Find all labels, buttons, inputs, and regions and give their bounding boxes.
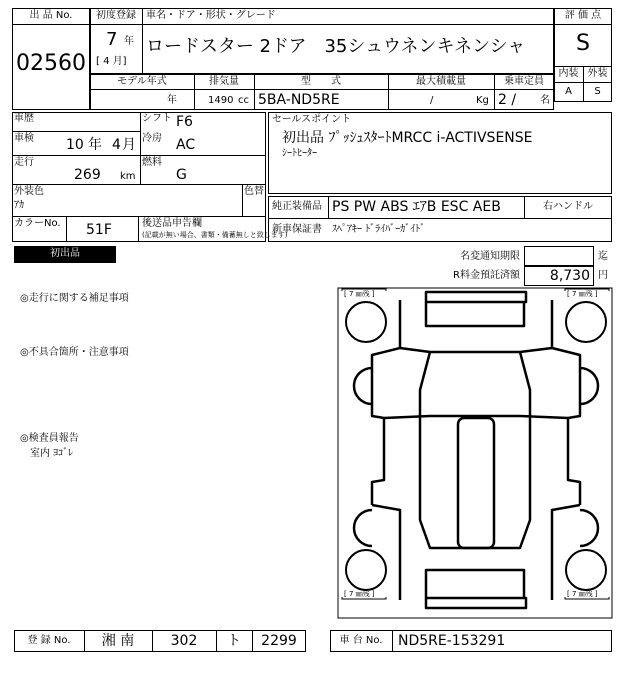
first-reg-label: 初度登録 bbox=[96, 10, 136, 21]
rating-label: 評 価 点 bbox=[564, 10, 602, 21]
wheel-front-left bbox=[346, 302, 386, 342]
inspection-month: 4 bbox=[112, 137, 121, 153]
first-listing-badge: 初出品 bbox=[14, 246, 116, 263]
sales-point-line1: 初出品 ﾌﾟｯｼｭｽﾀｰﾄMRCC i-ACTIVSENSE bbox=[282, 130, 533, 146]
exterior-grade: S bbox=[594, 86, 601, 97]
car-name: ロードスター 2ドア 35シュウネンキネンシャ bbox=[146, 36, 526, 57]
wheel-front-right bbox=[566, 302, 606, 342]
inspection-label: 車検 bbox=[14, 133, 34, 144]
rear-bumper bbox=[426, 598, 526, 608]
ac-value: AC bbox=[176, 137, 196, 153]
tire-label-rear-right: [ 7 ㎜残 ] bbox=[567, 590, 598, 598]
warranty-label: 新車保証書 bbox=[272, 224, 322, 235]
tire-label-rear-left: [ 7 ㎜残 ] bbox=[344, 590, 375, 598]
wheel-rear-left bbox=[346, 550, 386, 590]
docs-label: 後送品申告欄 bbox=[142, 218, 202, 229]
capacity-value: 2 / bbox=[498, 92, 517, 108]
car-name-label: 車名・ドア・形状・グレード bbox=[146, 10, 276, 21]
inspection-year: 10 bbox=[66, 137, 84, 153]
equipment-label: 純正装備品 bbox=[272, 201, 322, 212]
capacity-unit: 名 bbox=[540, 95, 550, 106]
inspection-month-unit: 月 bbox=[122, 137, 136, 153]
reg-kana: ト bbox=[227, 633, 241, 649]
handle-position: 右ハンドル bbox=[543, 201, 593, 212]
driving-notes-heading: ◎走行に関する補足事項 bbox=[20, 293, 129, 304]
recycle-unit: 円 bbox=[598, 270, 608, 281]
reg-label: 登 録 No. bbox=[27, 635, 71, 646]
displacement-value: 1490 bbox=[208, 95, 234, 106]
reg-number: 2299 bbox=[261, 633, 297, 649]
reg-region: 湘 南 bbox=[101, 633, 135, 649]
capacity-label: 乗車定員 bbox=[504, 76, 544, 87]
reg-class: 302 bbox=[170, 633, 198, 649]
displacement-unit: cc bbox=[238, 95, 249, 106]
mileage-value: 269 bbox=[74, 167, 101, 183]
fuel-label: 燃料 bbox=[142, 157, 162, 168]
mileage-label: 走行 bbox=[14, 157, 34, 168]
warranty-items: ｽﾍﾟｱｷｰ ﾄﾞﾗｲﾊﾞｰｶﾞｲﾄﾞ bbox=[332, 224, 426, 235]
model-year-label: モデル年式 bbox=[117, 76, 167, 87]
docs-note: (記載が無い場合、書類・備蓄無しと致します) bbox=[142, 231, 288, 239]
defects-heading: ◎不具合箇所・注意事項 bbox=[20, 347, 129, 358]
equipment-items: PS PW ABS ｴｱB ESC AEB bbox=[332, 199, 501, 215]
chassis-number: ND5RE-153291 bbox=[398, 633, 506, 649]
tire-label-front-left: [ 7 ㎜残 ] bbox=[344, 290, 375, 298]
inspector-note: 室内 ﾖｺﾞﾚ bbox=[30, 448, 74, 459]
sales-point-line2: ｼｰﾄﾋｰﾀｰ bbox=[282, 148, 317, 159]
history-label: 車歴 bbox=[14, 113, 34, 124]
first-reg-year: 7 bbox=[106, 29, 118, 50]
color-no-value: 51F bbox=[86, 222, 112, 238]
model-value: 5BA-ND5RE bbox=[258, 92, 340, 108]
car-body-outline bbox=[354, 292, 598, 608]
first-reg-month: [ 4 月] bbox=[96, 56, 127, 67]
overall-rating: S bbox=[576, 31, 590, 56]
fuel-value: G bbox=[176, 167, 187, 183]
lot-label: 出 品 No. bbox=[29, 10, 73, 21]
color-no-label: カラーNo. bbox=[14, 218, 61, 229]
lot-number: 02560 bbox=[16, 51, 86, 76]
displacement-label: 排気量 bbox=[209, 76, 239, 87]
name-change-label: 名変通知期限 bbox=[460, 251, 520, 262]
mileage-unit: km bbox=[120, 171, 136, 182]
model-year-value: 年 bbox=[167, 95, 177, 106]
ac-label: 冷房 bbox=[142, 133, 162, 144]
exterior-label: 外装 bbox=[587, 68, 608, 79]
model-label: 型 式 bbox=[301, 76, 341, 87]
inspector-heading: ◎検査員報告 bbox=[20, 433, 79, 444]
wheel-rear-right bbox=[566, 550, 606, 590]
tire-label-front-right: [ 7 ㎜残 ] bbox=[567, 290, 598, 298]
shift-label: シフト bbox=[142, 113, 172, 124]
roof-panel bbox=[458, 418, 494, 548]
shift-value: F6 bbox=[176, 114, 193, 130]
chassis-label: 車 台 No. bbox=[339, 635, 383, 646]
max-load-label: 最大積載量 bbox=[416, 76, 466, 87]
inspection-year-unit: 年 bbox=[88, 137, 102, 153]
interior-label: 内装 bbox=[558, 68, 579, 79]
color-change-label: 色替 bbox=[244, 186, 264, 197]
front-bumper bbox=[426, 292, 526, 302]
recycle-label: R料金預託済額 bbox=[453, 270, 520, 281]
sales-point-label: セールスポイント bbox=[272, 114, 352, 125]
max-load-unit: Kg bbox=[476, 95, 489, 106]
ext-color-value: ｱｶ bbox=[14, 200, 24, 211]
max-load-sep: / bbox=[430, 95, 434, 106]
recycle-value: 8,730 bbox=[549, 268, 590, 284]
interior-grade: A bbox=[565, 86, 572, 97]
name-change-suffix: 迄 bbox=[598, 251, 608, 262]
first-reg-year-unit: 年 bbox=[124, 36, 134, 47]
ext-color-label: 外装色 bbox=[14, 186, 44, 197]
